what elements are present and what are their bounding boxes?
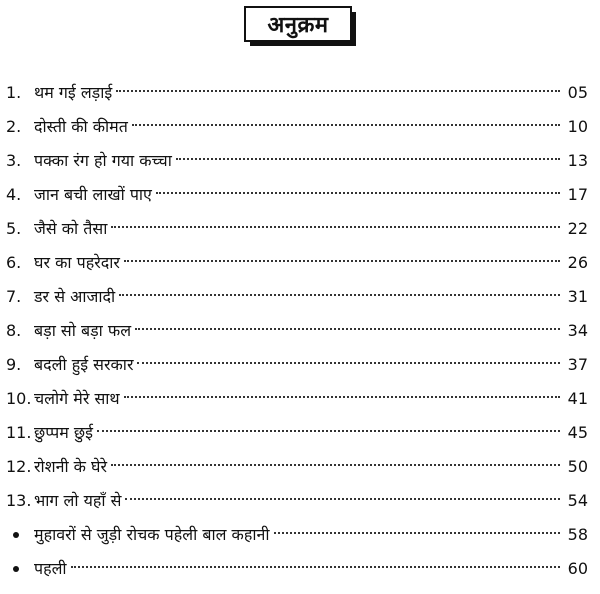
toc-entry[interactable] (0, 418, 600, 448)
toc-entry[interactable] (0, 452, 600, 482)
dot-leader (124, 396, 560, 398)
entry-number: 6. (6, 253, 22, 272)
entry-page: 17 (567, 185, 588, 204)
dot-leader (116, 90, 560, 92)
entry-title: पहली (34, 559, 67, 578)
entry-title: बदली हुई सरकार (34, 355, 134, 374)
toc-entry[interactable] (0, 282, 600, 312)
entry-page: 34 (567, 321, 588, 340)
toc-entry[interactable] (0, 520, 600, 550)
dot-leader (111, 226, 560, 228)
page-title: अनुक्रम (267, 13, 329, 38)
entry-number: 9. (6, 355, 22, 374)
entry-number: 2. (6, 117, 22, 136)
entry-page: 37 (567, 355, 588, 374)
entry-title: डर से आजादी (34, 287, 116, 306)
entry-title: पक्का रंग हो गया कच्चा (34, 151, 172, 170)
entry-page: 54 (567, 491, 588, 510)
entry-page: 45 (567, 423, 588, 442)
entry-title: रोशनी के घेरे (34, 457, 108, 476)
entry-page: 60 (567, 559, 588, 578)
toc-entry[interactable] (0, 180, 600, 210)
entry-number: 11. (6, 423, 32, 442)
dot-leader (125, 498, 560, 500)
dot-leader (135, 328, 560, 330)
entry-page: 41 (567, 389, 588, 408)
dot-leader (176, 158, 560, 160)
toc-entry[interactable] (0, 112, 600, 142)
entry-number: 10. (6, 389, 32, 408)
dot-leader (97, 430, 560, 432)
entry-title: दोस्ती की कीमत (34, 117, 128, 136)
heading-box (244, 6, 352, 42)
entry-page: 58 (567, 525, 588, 544)
toc-entry[interactable] (0, 350, 600, 380)
entry-page: 05 (567, 83, 588, 102)
toc-entry[interactable] (0, 486, 600, 516)
entry-page: 31 (567, 287, 588, 306)
bullet-icon (13, 532, 19, 538)
toc-entry[interactable] (0, 78, 600, 108)
toc-entry[interactable] (0, 384, 600, 414)
entry-number: 8. (6, 321, 22, 340)
toc-entry[interactable] (0, 214, 600, 244)
entry-title: जान बची लाखों पाए (34, 185, 152, 204)
dot-leader (137, 362, 560, 364)
toc-entry[interactable] (0, 554, 600, 584)
dot-leader (132, 124, 560, 126)
toc-heading (244, 6, 354, 44)
dot-leader (119, 294, 560, 296)
dot-leader (274, 532, 561, 534)
entry-title: भाग लो यहाँ से (34, 491, 122, 510)
entry-title: छुप्पम छुई (34, 423, 93, 442)
entry-number: 4. (6, 185, 22, 204)
entry-number: 7. (6, 287, 22, 306)
entry-page: 13 (567, 151, 588, 170)
entry-title: घर का पहरेदार (34, 253, 120, 272)
dot-leader (111, 464, 560, 466)
dot-leader (124, 260, 560, 262)
entry-page: 50 (567, 457, 588, 476)
toc-entry[interactable] (0, 316, 600, 346)
dot-leader (71, 566, 560, 568)
toc-entry[interactable] (0, 248, 600, 278)
bullet-icon (13, 566, 19, 572)
entry-title: थम गई लड़ाई (34, 83, 113, 102)
entry-number: 3. (6, 151, 22, 170)
entry-page: 26 (567, 253, 588, 272)
toc-entry[interactable] (0, 146, 600, 176)
entry-title: जैसे को तैसा (34, 219, 108, 238)
entry-title: मुहावरों से जुड़ी रोचक पहेली बाल कहानी (34, 525, 270, 544)
entry-page: 22 (567, 219, 588, 238)
entry-number: 5. (6, 219, 22, 238)
entry-page: 10 (567, 117, 588, 136)
dot-leader (156, 192, 560, 194)
entry-title: चलोगे मेरे साथ (34, 389, 120, 408)
entry-number: 1. (6, 83, 22, 102)
entry-title: बड़ा सो बड़ा फल (34, 321, 132, 340)
entry-number: 13. (6, 491, 32, 510)
entry-number: 12. (6, 457, 32, 476)
